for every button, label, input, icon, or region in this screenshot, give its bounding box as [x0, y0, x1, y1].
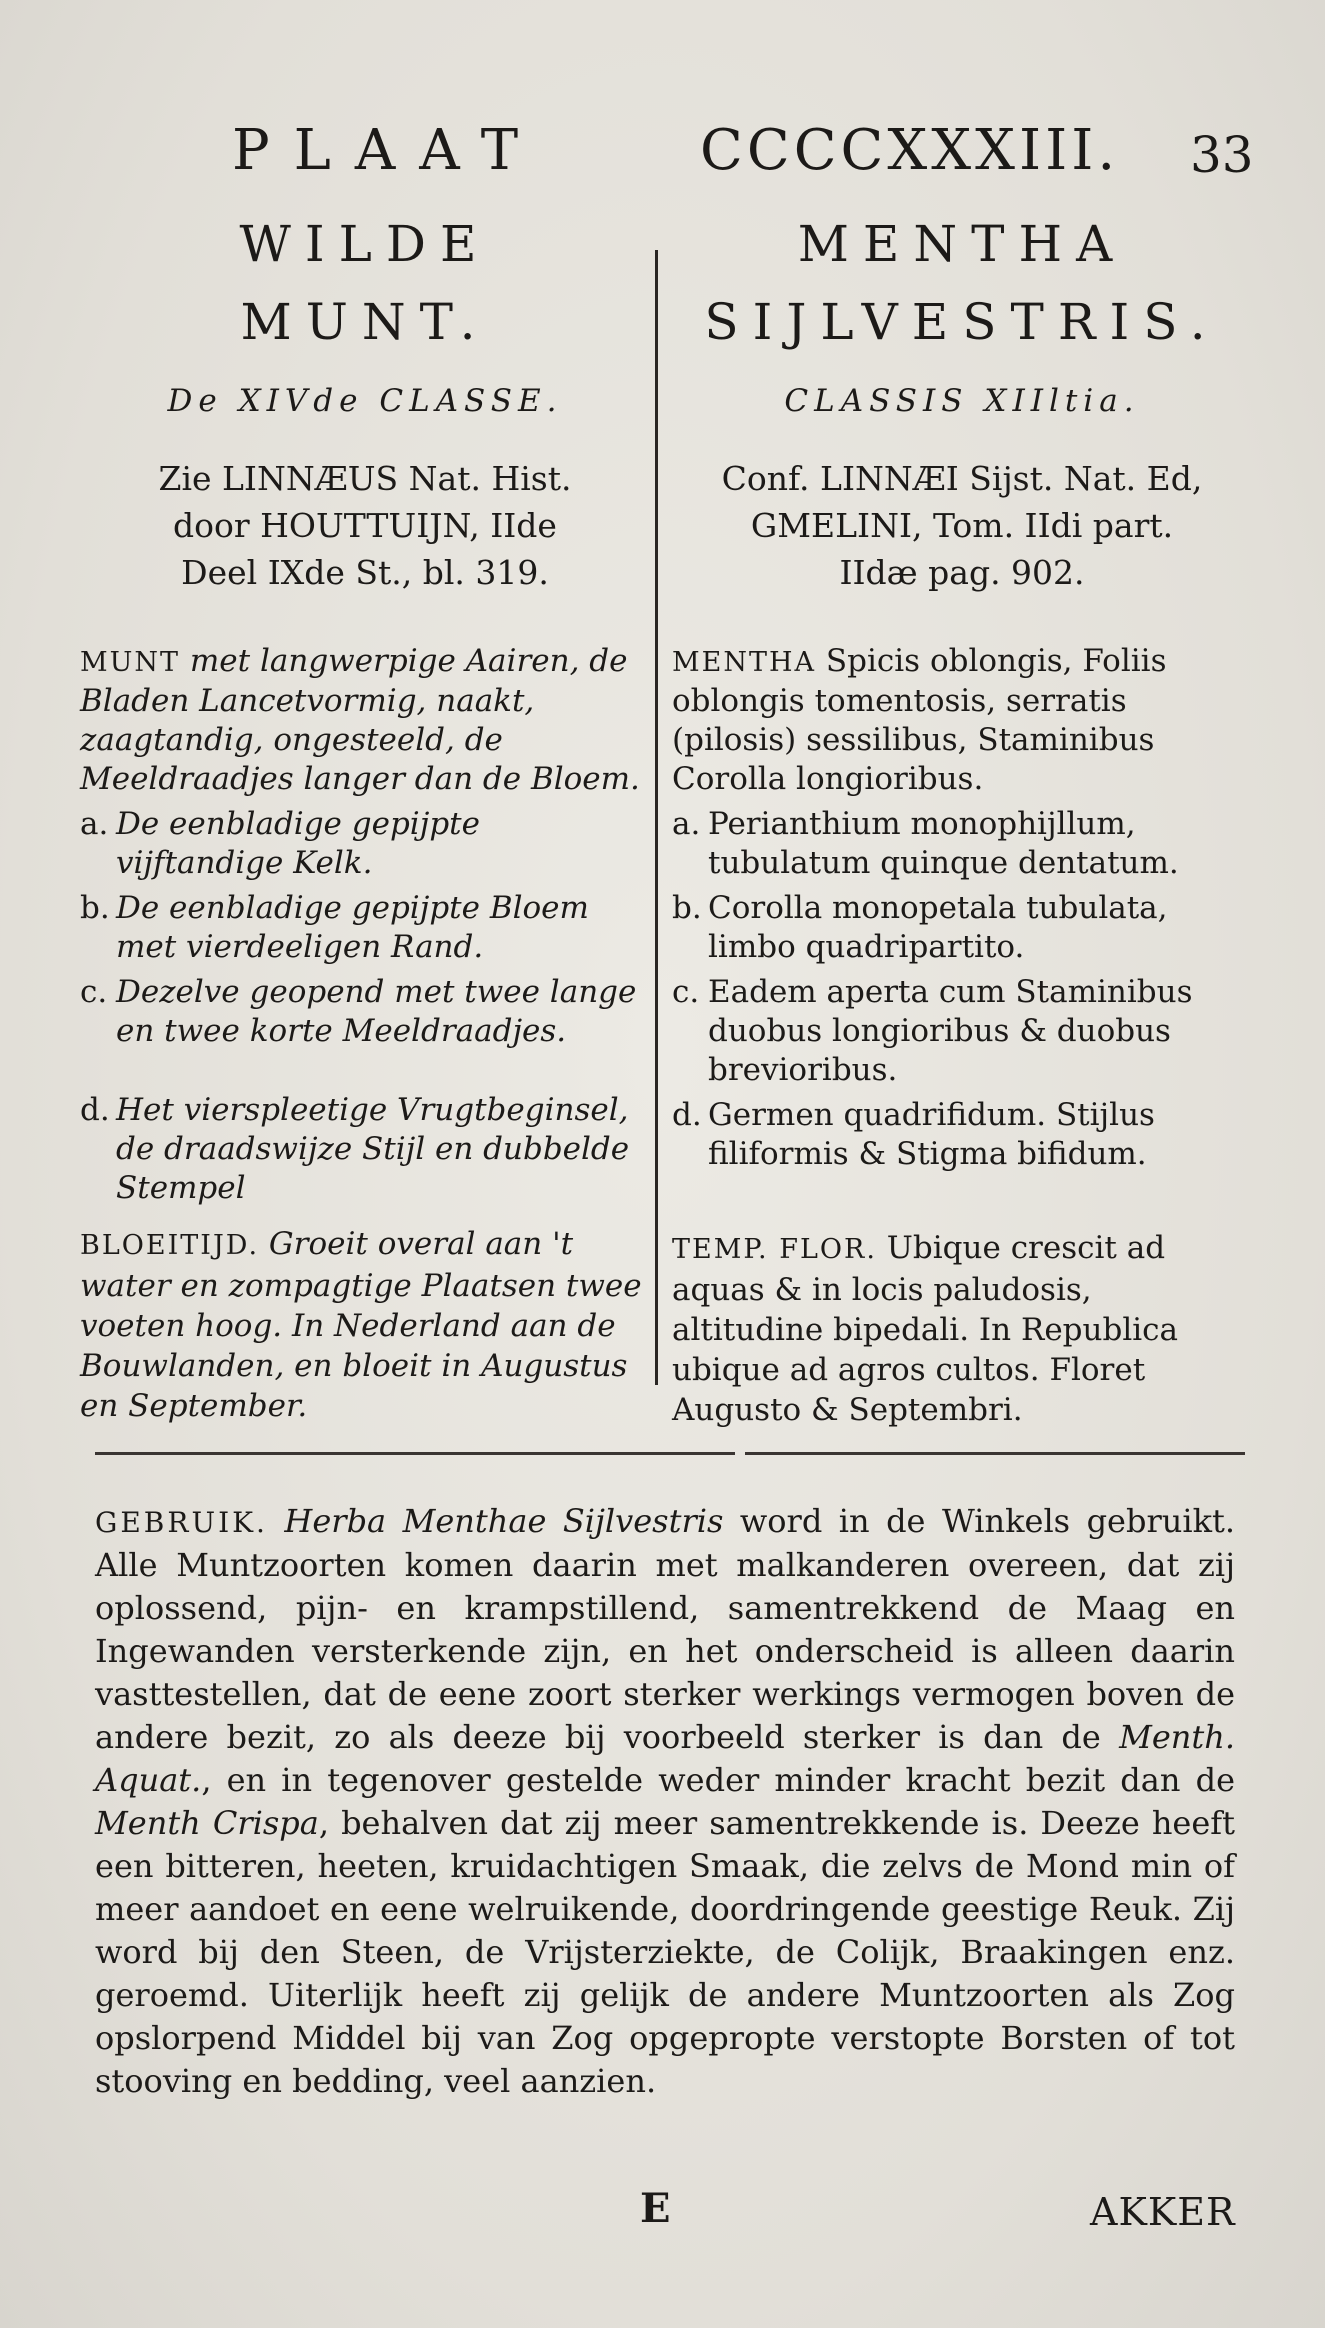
temp-flor-head: TEMP. FLOR. [672, 1234, 877, 1265]
dutch-item-d [80, 1091, 650, 1208]
dutch-ref-line1: Zie LINNÆUS Nat. Hist. [158, 459, 572, 498]
signature-mark: E [640, 2185, 671, 2232]
item-mark: a. [80, 806, 109, 842]
dutch-desc-head: MUNT [80, 647, 181, 678]
item-mark: b. [80, 890, 110, 926]
latin-column [672, 205, 1252, 1430]
item-mark: c. [672, 974, 700, 1010]
dutch-item-b [80, 889, 650, 967]
latin-desc-body: Spicis oblongis, Foliis oblongis tomentosis, serratis (pilosis) sessilibus, Staminibus Corolla longioribus. [672, 643, 1167, 797]
item-text: Het vierspleetige Vrugtbeginsel, de draadswijze Stijl en dubbelde Stempel [116, 1092, 630, 1206]
gebruik-menth-aquat: Menth. Aquat. [95, 1718, 1236, 1799]
item-mark: d. [80, 1092, 110, 1128]
dutch-title-line1: WILDE [239, 215, 491, 273]
bloeitijd-head: BLOEITIJD. [80, 1230, 260, 1261]
dutch-item-a [80, 805, 650, 883]
dutch-ref-line3: Deel IXde St., bl. 319. [181, 553, 549, 592]
dutch-bloeitijd [80, 1224, 650, 1426]
latin-reference [672, 455, 1252, 596]
dutch-ref-line2: door HOUTTUIJN, IIde [173, 506, 557, 545]
dutch-desc-body: met langwerpige Aairen, de Bladen Lancetvormig, naakt, zaagtandig, ongesteeld, de Meeldraadjes langer dan de Bloem. [80, 643, 640, 797]
gebruik-text3: , behalven dat zij meer samentrekkende is. Deeze heeft een bitteren, heeten, kruidachtigen Smaak, die zelvs de Mond min of meer aandoet en eene welruikende, doordringende geestige Reuk. Zij word bij den Steen, de Vrijsterziekte, de Colijk, Braakingen enz. geroemd. Uiterlijk heeft zij gelijk de andere Muntzoorten als Zog opslorpend Middel bij van Zog opgepropte verstopte Borsten of tot stooving en bedding, veel aanzien. [95, 1804, 1236, 2100]
latin-item-a [672, 805, 1252, 883]
plate-number: CCCCXXXIII. [700, 118, 1120, 183]
item-text: De eenbladige gepijpte Bloem met vierdeeligen Rand. [116, 890, 589, 965]
item-text: Germen quadrifidum. Stijlus filiformis & Stigma bifidum. [708, 1097, 1155, 1172]
latin-ref-line1: Conf. LINNÆI Sijst. Nat. Ed, [721, 459, 1203, 498]
dutch-title-line2: MUNT. [240, 293, 490, 351]
dutch-classe: De XIVde CLASSE. [167, 383, 563, 419]
item-mark: d. [672, 1097, 702, 1133]
item-text: Eadem aperta cum Staminibus duobus longioribus & duobus brevioribus. [708, 974, 1193, 1088]
bloeitijd-body: Groeit overal aan 't water en zompagtige Plaatsen twee voeten hoog. In Nederland aan de Bouwlanden, en bloeit in Augustus en September. [80, 1226, 642, 1424]
column-divider [655, 250, 658, 1385]
latin-temp-flor [672, 1228, 1252, 1430]
section-rule-right [745, 1452, 1245, 1455]
latin-item-b [672, 889, 1252, 967]
dutch-description [80, 642, 650, 799]
latin-item-c [672, 973, 1252, 1090]
item-text: Corolla monopetala tubulata, limbo quadripartito. [708, 890, 1168, 965]
dutch-reference [80, 455, 650, 596]
item-text: Dezelve geopend met twee lange en twee korte Meeldraadjes. [116, 974, 637, 1049]
gebruik-paragraph [95, 1500, 1235, 2103]
gebruik-text2: , en in tegenover gestelde weder minder kracht bezit dan de [201, 1761, 1235, 1799]
gebruik-head: GEBRUIK. [95, 1506, 268, 1539]
gebruik-text1: word in de Winkels gebruikt. Alle Muntzoorten komen daarin met malkanderen overeen, dat zij oplossend, pijn- en krampstillend, samentrekkend de Maag en Ingewanden versterkende zijn, en het onderscheid is alleen daarin vasttestellen, dat de eene zoort sterker werkings vermogen boven de andere bezit, zo als deeze bij voorbeeld sterker is dan de [95, 1502, 1236, 1756]
page-number: 33 [1190, 126, 1254, 184]
latin-title-line1: MENTHA [797, 215, 1127, 273]
catchword: AKKER [1090, 2190, 1236, 2234]
latin-title-line2: SIJLVESTRIS. [704, 293, 1220, 351]
item-text: De eenbladige gepijpte vijftandige Kelk. [116, 806, 480, 881]
item-mark: a. [672, 806, 701, 842]
dutch-column [80, 205, 650, 1426]
temp-flor-body: Ubique crescit ad aquas & in locis paludosis, altitudine bipedali. In Republica ubique ad agros cultos. Floret Augusto & Septembri. [672, 1230, 1179, 1428]
latin-classis: CLASSIS XIIltia. [784, 383, 1140, 419]
item-text: Perianthium monophijllum, tubulatum quinque dentatum. [708, 806, 1179, 881]
dutch-item-c [80, 973, 650, 1051]
latin-ref-line2: GMELINI, Tom. IIdi part. [750, 506, 1174, 545]
item-mark: b. [672, 890, 702, 926]
latin-desc-head: MENTHA [672, 647, 817, 678]
latin-description [672, 642, 1252, 799]
gebruik-herba: Herba Menthae Sijlvestris [284, 1502, 724, 1540]
page-header [0, 110, 1325, 190]
plate-label: PLAAT [232, 118, 543, 183]
section-rule-left [95, 1452, 735, 1455]
latin-ref-line3: IIdæ pag. 902. [839, 553, 1085, 592]
gebruik-menth-crispa: Menth Crispa [95, 1804, 319, 1842]
item-mark: c. [80, 974, 108, 1010]
latin-item-d [672, 1096, 1252, 1174]
